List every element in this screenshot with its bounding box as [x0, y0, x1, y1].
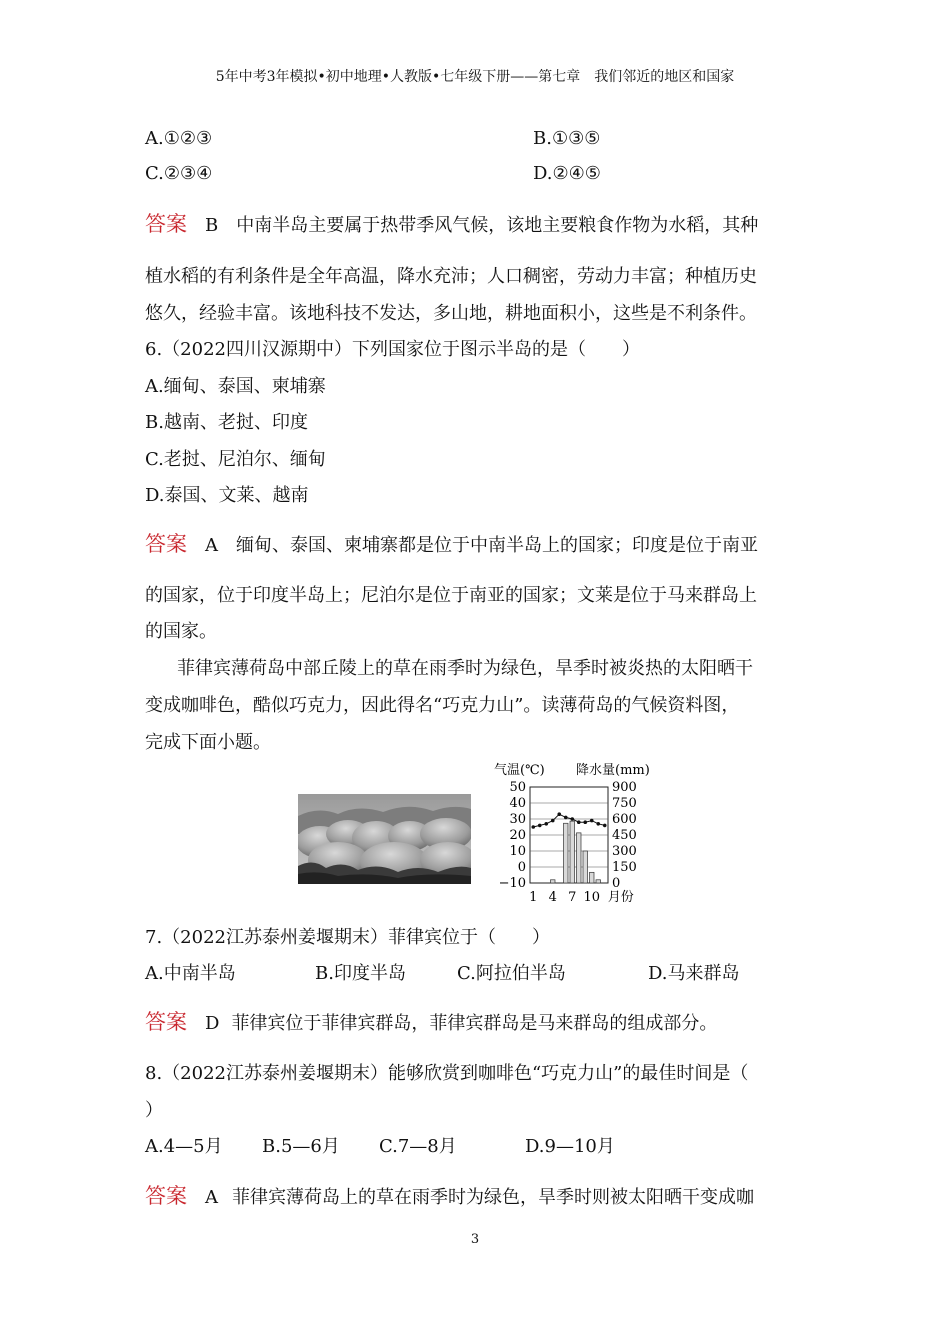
q5-answer-line3: 悠久，经验丰富。该地科技不发达，多山地，耕地面积小，这些是不利条件。: [145, 303, 757, 324]
q6-answer-line2: 的国家，位于印度半岛上；尼泊尔是位于南亚的国家；文莱是位于马来群岛上: [145, 585, 757, 606]
passage-line1: 菲律宾薄荷岛中部丘陵上的草在雨季时为绿色，旱季时被炎热的太阳晒干: [177, 658, 753, 679]
answer-label: 答案: [145, 1184, 187, 1208]
y-right-tick-label: 150: [612, 860, 637, 875]
q7-option-a: A.中南半岛: [145, 963, 236, 984]
y-left-tick-label: 0: [517, 860, 526, 875]
temperature-point: [596, 822, 600, 826]
temperature-point: [570, 817, 574, 821]
temperature-line: [531, 812, 606, 828]
precipitation-bar: [596, 880, 601, 883]
precipitation-bar: [570, 821, 575, 883]
q7-option-c: C.阿拉伯半岛: [457, 963, 566, 984]
y-right-tick-label: 750: [612, 796, 637, 811]
y-right-tick-label: 450: [612, 828, 637, 843]
precipitation-bar: [583, 851, 588, 883]
q6-answer: 答案 A 缅甸、泰国、柬埔寨都是位于中南半岛上的国家；印度是位于南亚: [145, 532, 758, 556]
temperature-point: [603, 824, 607, 828]
y-right-tick-label: 0: [612, 876, 621, 891]
x-axis-label: 月份: [607, 890, 634, 905]
x-tick-label: 7: [568, 890, 577, 905]
q5-answer-line2: 植水稻的有利条件是全年高温，降水充沛；人口稠密，劳动力丰富；种植历史: [145, 266, 757, 287]
q8-option-c: C.7—8月: [379, 1136, 457, 1157]
temperature-point: [564, 816, 568, 820]
temperature-point: [538, 824, 542, 828]
q7-answer: 答案 D 菲律宾位于菲律宾群岛，菲律宾群岛是马来群岛的组成部分。: [145, 1010, 718, 1034]
precipitation-bar: [551, 880, 556, 883]
chocolate-hills-photo: [298, 794, 471, 884]
q8-option-b: B.5—6月: [262, 1136, 340, 1157]
y-axis-left-label: 气温(℃): [494, 763, 545, 778]
answer-label: 答案: [145, 1010, 187, 1034]
y-left-tick-label: 30: [509, 812, 526, 827]
answer-letter: A: [205, 1187, 218, 1208]
q5-option-b: B.①③⑤: [533, 128, 601, 149]
precipitation-bar: [577, 833, 582, 883]
page-number: 3: [470, 1232, 480, 1247]
q6-option-d: D.泰国、文莱、越南: [145, 485, 309, 506]
running-header: 5年中考3年模拟•初中地理•人教版•七年级下册——第七章 我们邻近的地区和国家: [215, 69, 735, 85]
q8-stem: 8.（2022江苏泰州姜堰期末）能够欣赏到咖啡色“巧克力山”的最佳时间是（: [145, 1063, 749, 1084]
q5-option-c: C.②③④: [145, 163, 213, 184]
y-axis-right-label: 降水量(mm): [576, 763, 650, 778]
precipitation-bar: [590, 872, 595, 883]
temperature-point: [557, 812, 561, 816]
temperature-point: [531, 825, 535, 829]
x-tick-label: 4: [548, 890, 557, 905]
q8-answer: 答案 A 菲律宾薄荷岛上的草在雨季时为绿色，旱季时则被太阳晒干变成咖: [145, 1184, 754, 1208]
answer-letter: B: [205, 215, 219, 236]
q7-option-b: B.印度半岛: [315, 963, 406, 984]
temperature-point: [551, 819, 555, 823]
temperature-point: [577, 820, 581, 824]
chart-grid: [530, 787, 608, 883]
q7-option-d: D.马来群岛: [648, 963, 740, 984]
q8-option-d: D.9—10月: [525, 1136, 615, 1157]
answer-label: 答案: [145, 212, 187, 236]
answer-label: 答案: [145, 532, 187, 556]
y-left-tick-label: −10: [498, 876, 526, 891]
q6-option-a: A.缅甸、泰国、柬埔寨: [145, 376, 326, 397]
precipitation-bars: [551, 821, 601, 883]
q8-stem-end: ）: [145, 1100, 163, 1121]
passage-line2: 变成咖啡色，酷似巧克力，因此得名“巧克力山”。读薄荷岛的气候资料图，: [145, 695, 740, 716]
y-left-tick-label: 50: [509, 780, 526, 795]
temperature-point: [544, 822, 548, 826]
q5-option-a: A.①②③: [145, 128, 213, 149]
x-tick-label: 10: [583, 890, 601, 905]
temperature-point: [590, 819, 594, 823]
y-right-tick-label: 900: [612, 780, 637, 795]
answer-letter: A: [205, 535, 218, 556]
y-right-tick-label: 600: [612, 812, 637, 827]
passage-line3: 完成下面小题。: [145, 732, 271, 753]
temperature-curve: [533, 814, 605, 827]
q6-option-c: C.老挝、尼泊尔、缅甸: [145, 449, 326, 470]
q5-answer: 答案 B 中南半岛主要属于热带季风气候，该地主要粮食作物为水稻，其种: [145, 212, 759, 236]
q5-option-d: D.②④⑤: [533, 163, 601, 184]
q6-option-b: B.越南、老挝、印度: [145, 412, 308, 433]
y-left-tick-label: 20: [509, 828, 526, 843]
q6-stem: 6.（2022四川汉源期中）下列国家位于图示半岛的是（ ）: [145, 339, 640, 360]
q6-answer-line3: 的国家。: [145, 621, 217, 642]
q8-option-a: A.4—5月: [145, 1136, 223, 1157]
answer-letter: D: [205, 1013, 220, 1034]
y-left-tick-label: 40: [509, 796, 526, 811]
x-tick-label: 1: [529, 890, 538, 905]
climate-chart: [494, 758, 664, 908]
temperature-point: [583, 820, 587, 824]
y-left-tick-label: 10: [509, 844, 526, 859]
y-right-tick-label: 300: [612, 844, 637, 859]
q7-stem: 7.（2022江苏泰州姜堰期末）菲律宾位于（ ）: [145, 927, 550, 948]
precipitation-bar: [564, 823, 569, 883]
